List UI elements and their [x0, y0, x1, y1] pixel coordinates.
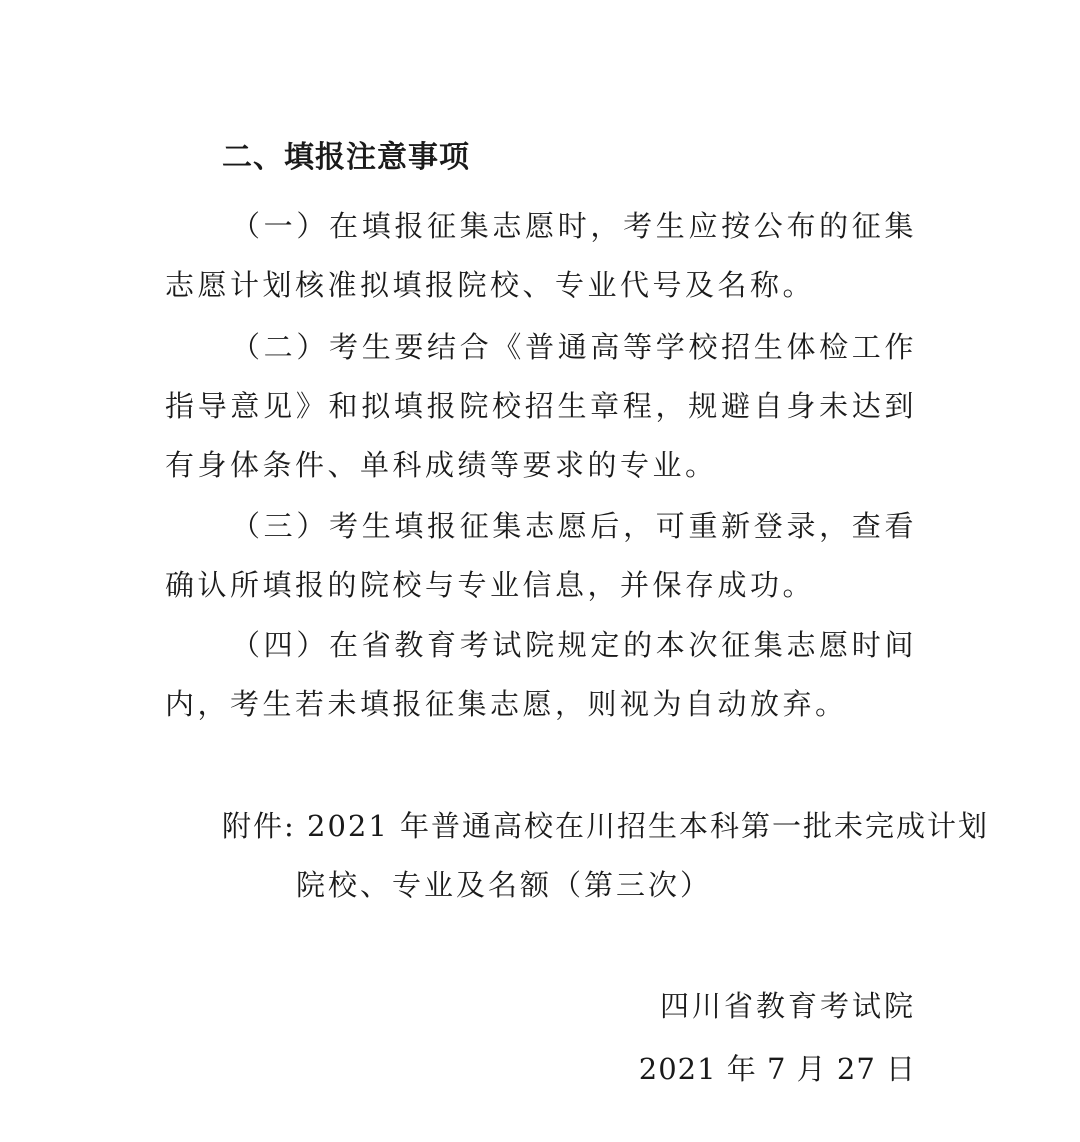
paragraph-item-2: （二）考生要结合《普通高等学校招生体检工作指导意见》和拟填报院校招生章程，规避自身未达到有身体条件、单科成绩等要求的专业。 — [165, 330, 917, 482]
paragraph-item-4: （四）在省教育考试院规定的本次征集志愿时间内，考生若未填报征集志愿，则视为自动放弃。 — [165, 628, 917, 721]
attachment-line-2: 院校、专业及名额（第三次） — [296, 868, 713, 902]
attachment-line-1: 附件: 2021 年普通高校在川招生本科第一批未完成计划 — [222, 809, 990, 843]
section-heading: 二、填报注意事项 — [222, 140, 470, 175]
paragraph-item-3: （三）考生填报征集志愿后，可重新登录，查看确认所填报的院校与专业信息，并保存成功。 — [165, 509, 917, 602]
attachment-note — [222, 797, 989, 915]
paragraph-item-1: （一）在填报征集志愿时，考生应按公布的征集志愿计划核准拟填报院校、专业代号及名称。 — [165, 209, 917, 302]
issuing-organization: 四川省教育考试院 — [659, 989, 916, 1023]
issue-date: 2021 年 7 月 27 日 — [638, 1052, 916, 1086]
